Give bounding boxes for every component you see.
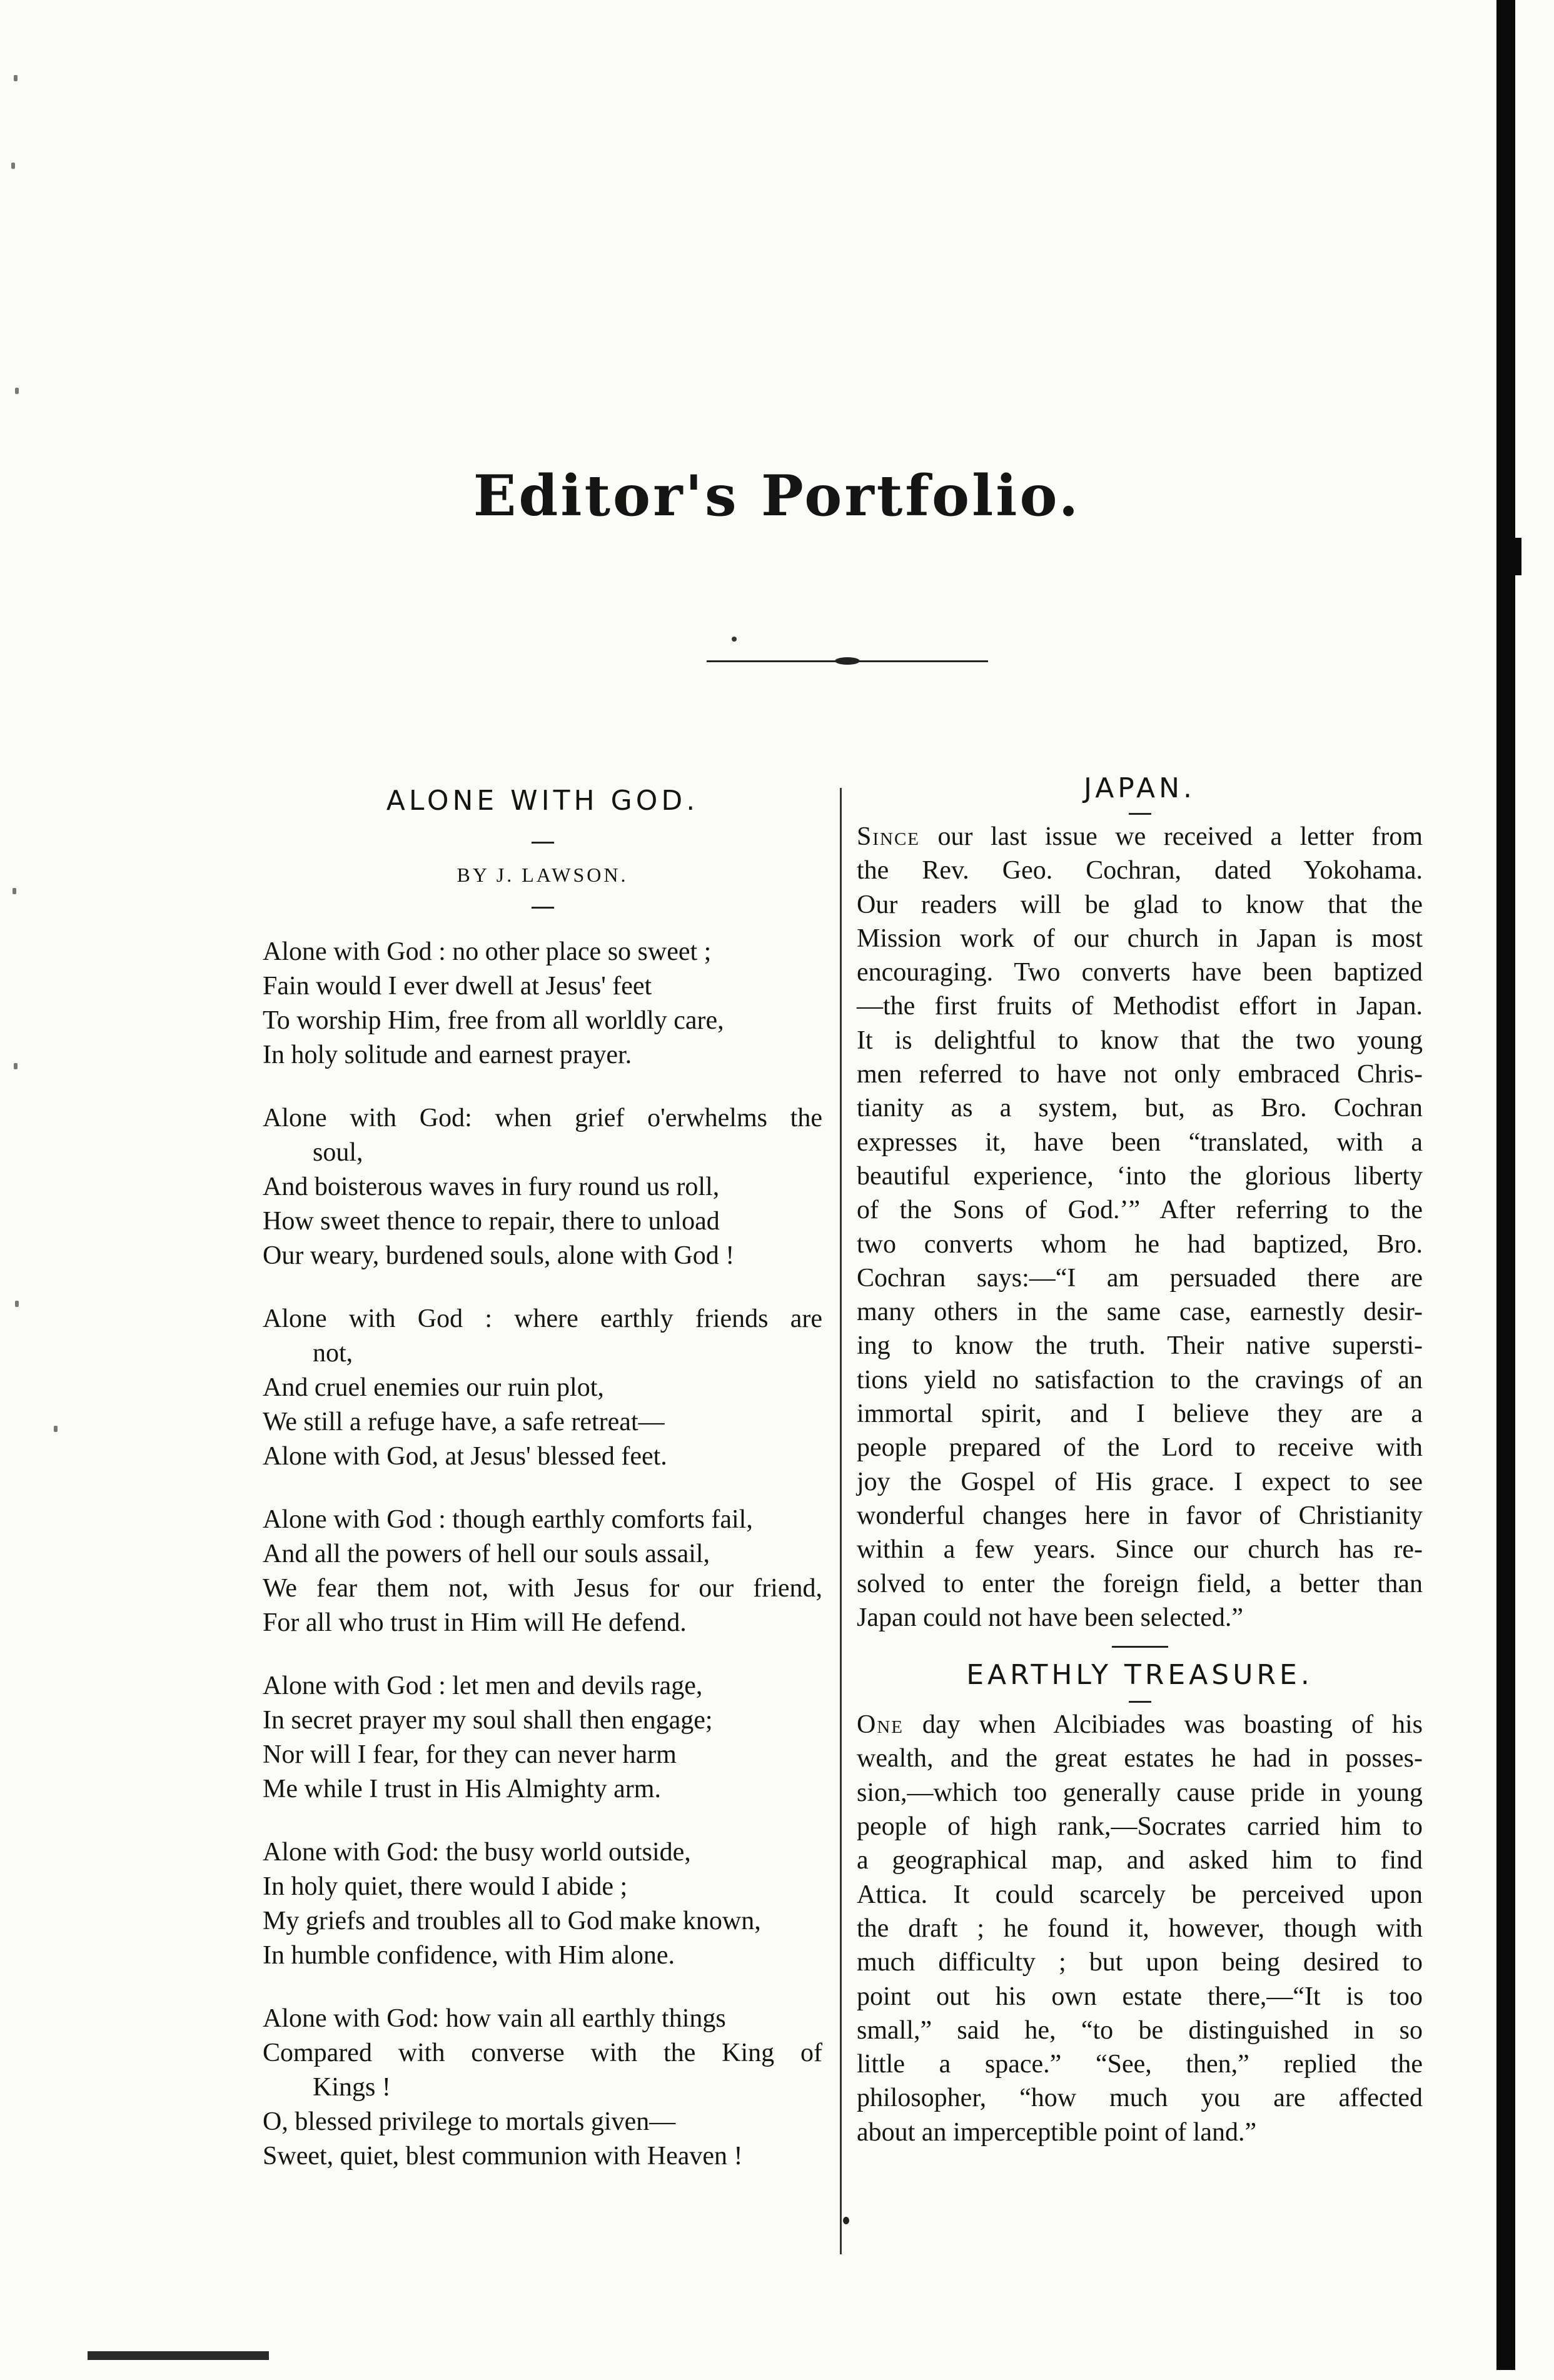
- poem-stanza: [263, 1302, 822, 1474]
- poem-line: Our weary, burdened souls, alone with God !: [263, 1241, 735, 1270]
- scan-bottom-mark: [88, 2351, 269, 2360]
- japan-article: [857, 820, 1423, 1635]
- article-line: encouraging. Two converts have been baptized: [857, 958, 1423, 987]
- poem-line: Me while I trust in His Almighty arm.: [263, 1775, 661, 1803]
- treasure-article: [857, 1708, 1423, 2149]
- scan-speck: [15, 388, 19, 394]
- article-line: of the Sons of God.’” After referring to the: [857, 1196, 1423, 1225]
- poem-line: Alone with God : let men and devils rage,: [263, 1672, 703, 1700]
- article-line: much difficulty ; but upon being desired to: [857, 1948, 1423, 1977]
- article-line: Japan could not have been selected.”: [857, 1603, 1244, 1632]
- poem-stanza: [263, 1503, 822, 1640]
- article-line: people prepared of the Lord to receive with: [857, 1433, 1423, 1463]
- poem-line: Compared with converse with the King of: [263, 2039, 822, 2067]
- article-line: Attica. It could scarcely be perceived upon: [857, 1880, 1423, 1909]
- column-rule: [840, 788, 842, 2254]
- poem-line: And all the powers of hell our souls assail,: [263, 1540, 710, 1568]
- article-line: people of high rank,—Socrates carried him to: [857, 1812, 1423, 1842]
- title-dash: [1129, 813, 1151, 815]
- article-line: small,” said he, “to be distinguished in so: [857, 2015, 1423, 2045]
- poem-line: Alone with God: how vain all earthly things: [263, 2004, 726, 2033]
- poem-line: Sweet, quiet, blest communion with Heaven !: [263, 2142, 743, 2171]
- poem-title: ALONE WITH GOD.: [386, 785, 699, 817]
- poem-line: Alone with God : no other place so sweet ;: [263, 937, 712, 966]
- article-line: sion,—which too generally cause pride in young: [857, 1778, 1423, 1807]
- article-line: philosopher, “how much you are affected: [857, 2084, 1423, 2113]
- title-dash: [1129, 1701, 1151, 1703]
- running-head: Editor's Portfolio.: [473, 463, 1081, 529]
- article-line: solved to enter the foreign field, a better than: [857, 1569, 1423, 1598]
- scan-speck: [11, 163, 15, 169]
- article-line: It is delightful to know that the two young: [857, 1026, 1423, 1055]
- article-line: men referred to have not only embraced Chris-: [857, 1060, 1423, 1089]
- scan-edge-shadow: [1496, 0, 1515, 2370]
- article-line: [857, 820, 1423, 854]
- article-line: two converts whom he had baptized, Bro.: [857, 1229, 1423, 1259]
- article-line: the Rev. Geo. Cochran, dated Yokohama.: [857, 856, 1423, 885]
- poem-line: Alone with God: when grief o'erwhelms the: [263, 1104, 822, 1132]
- line-text: our last issue we received a letter from: [920, 822, 1423, 851]
- folio-dot: [843, 2217, 849, 2224]
- article-line: ing to know the truth. Their native supersti-: [857, 1331, 1423, 1361]
- article-line: within a few years. Since our church has re-: [857, 1535, 1423, 1565]
- article-line: tions yield no satisfaction to the cravings of an: [857, 1365, 1423, 1394]
- article-line: the draft ; he found it, however, though with: [857, 1914, 1423, 1943]
- poem-stanza: [263, 1835, 822, 1973]
- poem-stanza: [263, 1101, 822, 1273]
- poem-line: In secret prayer my soul shall then engage;: [263, 1706, 713, 1735]
- poem-line: And cruel enemies our ruin plot,: [263, 1373, 604, 1402]
- article-line: beautiful experience, ‘into the glorious liberty: [857, 1161, 1423, 1191]
- article-line: about an imperceptible point of land.”: [857, 2117, 1257, 2147]
- article-line: many others in the same case, earnestly desir-: [857, 1298, 1423, 1327]
- poem-line: Alone with God, at Jesus' blessed feet.: [263, 1442, 667, 1471]
- scan-speck: [14, 1063, 18, 1069]
- scan-speck: [13, 888, 16, 894]
- poem-line: We fear them not, with Jesus for our friend,: [263, 1574, 822, 1603]
- poem-line: Nor will I fear, for they can never harm: [263, 1740, 677, 1769]
- article-line: wonderful changes here in favor of Christianity: [857, 1501, 1423, 1530]
- poem-line: And boisterous waves in fury round us roll,: [263, 1172, 720, 1201]
- poem-line: Kings !: [313, 2073, 391, 2102]
- lead-word: One: [857, 1710, 904, 1740]
- article-line: immortal spirit, and I believe they are a: [857, 1399, 1423, 1429]
- poem-line: Alone with God: the busy world outside,: [263, 1838, 691, 1867]
- article-line: a geographical map, and asked him to find: [857, 1846, 1423, 1875]
- poem-column: [263, 785, 822, 2202]
- japan-title: JAPAN.: [1083, 772, 1196, 804]
- article-line: —the first fruits of Methodist effort in Japan.: [857, 992, 1423, 1021]
- poem-line: In holy solitude and earnest prayer.: [263, 1041, 632, 1069]
- scan-speck: [14, 75, 18, 81]
- section-rule: [1112, 1646, 1168, 1648]
- scan-edge-notch: [1513, 538, 1521, 575]
- poem-line: In humble confidence, with Him alone.: [263, 1941, 675, 1970]
- article-line: joy the Gospel of His grace. I expect to see: [857, 1467, 1423, 1496]
- poem-line: not,: [313, 1339, 353, 1368]
- poem-line: My griefs and troubles all to God make known,: [263, 1907, 761, 1935]
- poem-line: Alone with God : where earthly friends are: [263, 1304, 822, 1333]
- poem-line: How sweet thence to repair, there to unload: [263, 1207, 720, 1236]
- poem-line: Fain would I ever dwell at Jesus' feet: [263, 972, 652, 1001]
- treasure-title: EARTHLY TREASURE.: [966, 1659, 1313, 1692]
- article-line: point out his own estate there,—“It is too: [857, 1982, 1423, 2011]
- articles-column: [857, 772, 1423, 2149]
- article-line: Our readers will be glad to know that the: [857, 890, 1423, 919]
- poem-line: To worship Him, free from all worldly care,: [263, 1006, 724, 1035]
- article-line: [857, 1708, 1423, 1742]
- poem-line: soul,: [313, 1138, 363, 1167]
- ornament-dot: [732, 637, 737, 642]
- poem-byline: BY J. LAWSON.: [457, 864, 628, 886]
- article-line: little a space.” “See, then,” replied the: [857, 2050, 1423, 2079]
- poem-stanza: [263, 935, 822, 1072]
- poem-stanza: [263, 2002, 822, 2174]
- poem-stanza: [263, 1669, 822, 1807]
- poem-line: Alone with God : though earthly comforts fail,: [263, 1505, 753, 1534]
- article-line: Cochran says:—“I am persuaded there are: [857, 1263, 1423, 1293]
- article-line: tianity as a system, but, as Bro. Cochran: [857, 1094, 1423, 1123]
- byline-dash: [532, 907, 554, 909]
- article-line: expresses it, have been “translated, with a: [857, 1127, 1423, 1157]
- poem-line: We still a refuge have, a safe retreat—: [263, 1408, 665, 1436]
- scan-speck: [54, 1426, 58, 1432]
- article-line: wealth, and the great estates he had in posses-: [857, 1744, 1423, 1773]
- lead-word: Since: [857, 822, 921, 851]
- poem-line: For all who trust in Him will He defend.: [263, 1608, 687, 1637]
- title-dash: [532, 842, 554, 844]
- poem-line: O, blessed privilege to mortals given—: [263, 2107, 676, 2136]
- article-line: Mission work of our church in Japan is most: [857, 924, 1423, 953]
- ornament-divider: [707, 658, 988, 664]
- scan-speck: [15, 1301, 19, 1307]
- line-text: day when Alcibiades was boasting of his: [904, 1710, 1423, 1740]
- poem-line: In holy quiet, there would I abide ;: [263, 1872, 628, 1901]
